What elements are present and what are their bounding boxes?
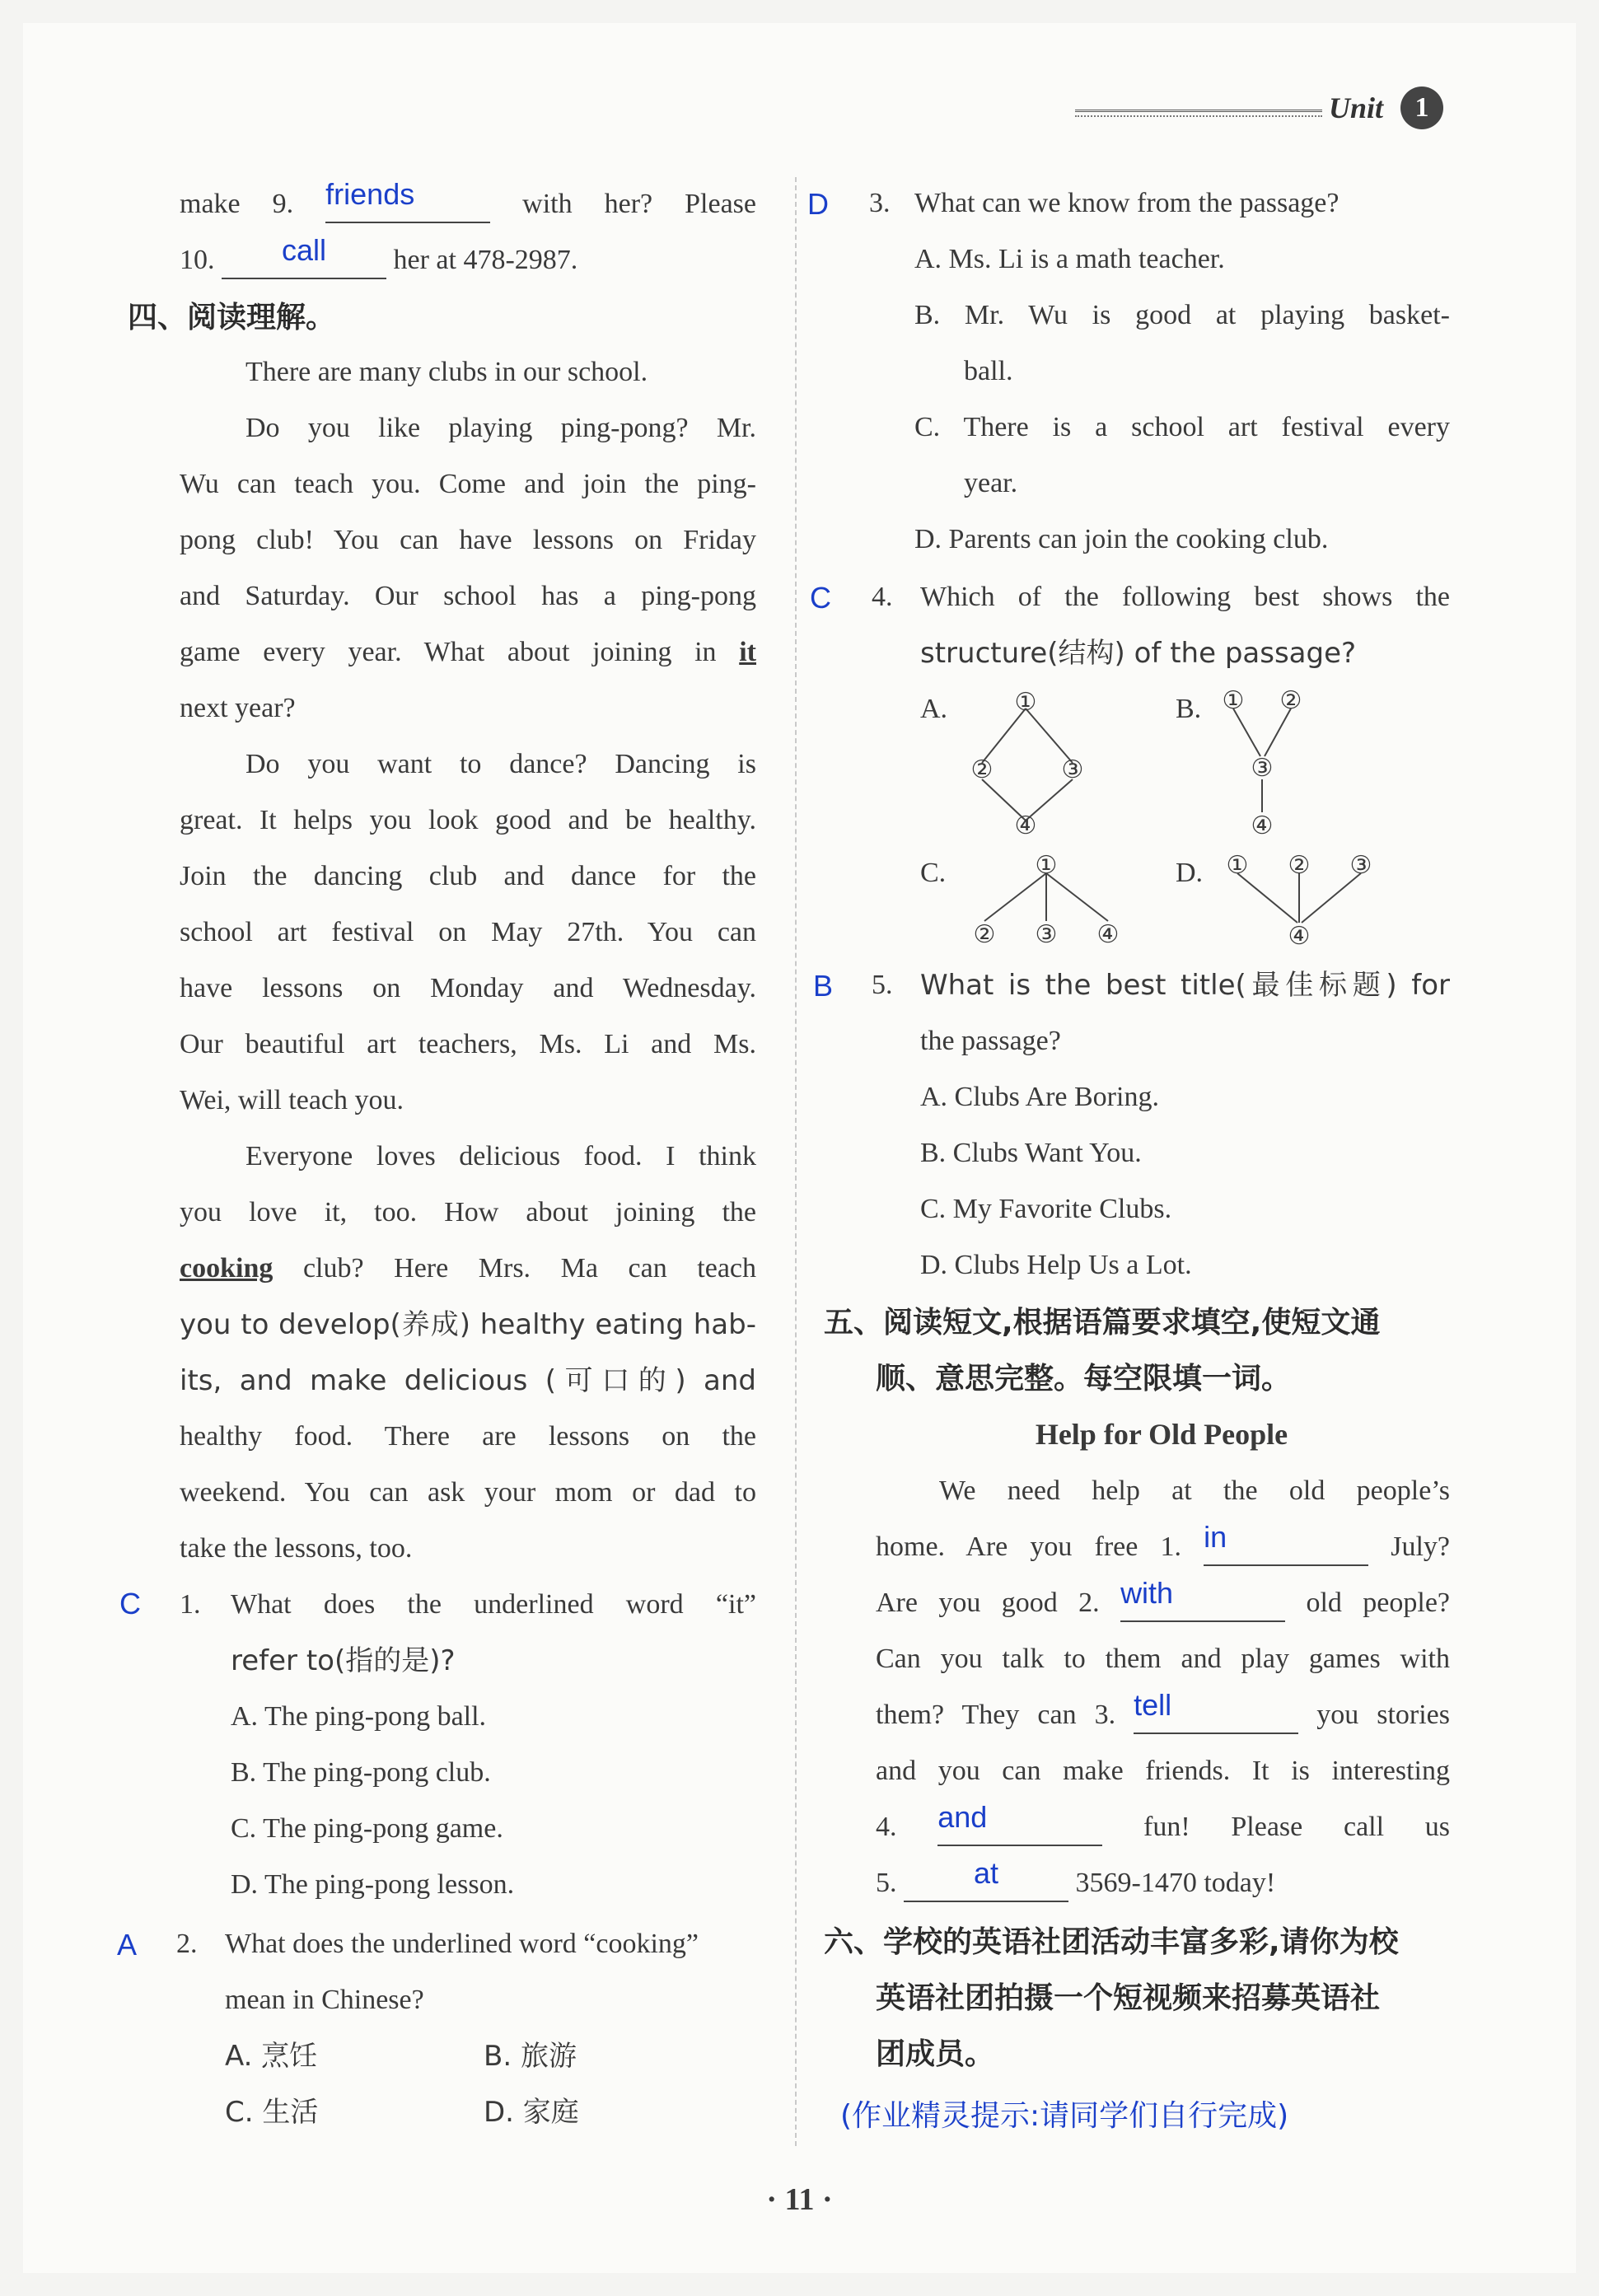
answer-q5: B bbox=[813, 969, 834, 1003]
underlined-word-cooking: cooking bbox=[180, 1253, 274, 1284]
circled-4: ④ bbox=[1251, 812, 1274, 837]
answer-q2: A bbox=[117, 1928, 138, 1962]
option: B. Mr. Wu is good at playing basket- bbox=[914, 300, 1450, 330]
diagram-connector bbox=[982, 708, 1026, 763]
passage-line: There are many clubs in our school. bbox=[245, 357, 648, 387]
answer-blank-10: call bbox=[281, 232, 327, 267]
question-1-text: refer to(指的是)? bbox=[231, 1644, 456, 1677]
passage-line: 5. at 3569-1470 today! bbox=[876, 1867, 1275, 1902]
passage-line: take the lessons, too. bbox=[180, 1533, 413, 1564]
option: C. 生活 bbox=[225, 2096, 319, 2129]
passage-line: pong club! You can have lessons on Friday bbox=[180, 525, 756, 555]
circled-1: ① bbox=[1222, 689, 1245, 714]
diagram-connector bbox=[1233, 708, 1260, 756]
circled-2: ② bbox=[1288, 853, 1311, 879]
option: B. The ping-pong club. bbox=[231, 1757, 491, 1788]
blank-1 bbox=[1204, 1519, 1368, 1566]
circled-3: ③ bbox=[1251, 755, 1274, 782]
blank-4 bbox=[937, 1799, 1102, 1846]
circled-3: ③ bbox=[1035, 921, 1058, 948]
option: B. 旅游 bbox=[484, 2040, 577, 2073]
section-5-heading: 五、阅读短文,根据语篇要求填空,使短文通 bbox=[824, 1306, 1381, 1340]
section-4-heading: 四、阅读理解。 bbox=[128, 301, 336, 334]
passage-line: Join the dancing club and dance for the bbox=[180, 861, 756, 891]
question-number: 3. bbox=[869, 188, 891, 218]
blank-3 bbox=[1134, 1687, 1298, 1734]
question-1-text: What does the underlined word “it” bbox=[231, 1589, 756, 1620]
underlined-word-it: it bbox=[739, 637, 756, 667]
option-label: C. bbox=[920, 858, 947, 888]
passage-line: Can you talk to them and play games with bbox=[876, 1644, 1450, 1674]
circled-2: ② bbox=[970, 756, 994, 783]
answer-blank-5: at bbox=[973, 1855, 999, 1890]
circled-2: ② bbox=[1279, 689, 1302, 714]
passage-line: cooking club? Here Mrs. Ma can teach bbox=[180, 1253, 756, 1284]
circled-1: ① bbox=[1014, 689, 1037, 716]
passage-line: home. Are you free 1. in July? bbox=[876, 1531, 1450, 1566]
question-4-text: structure(结构) of the passage? bbox=[920, 637, 1357, 670]
question-4-text: Which of the following best shows the bbox=[920, 582, 1450, 612]
question-2-text: mean in Chinese? bbox=[225, 1985, 424, 2015]
answer-blank-4: and bbox=[937, 1799, 988, 1834]
passage-line: Our beautiful art teachers, Ms. Li and Ms. bbox=[180, 1029, 756, 1059]
circled-1: ① bbox=[1226, 853, 1249, 879]
passage-line: you to develop(养成) healthy eating hab- bbox=[180, 1308, 756, 1341]
option-label: A. bbox=[920, 694, 948, 724]
question-5-text: the passage? bbox=[920, 1026, 1061, 1056]
option: D. The ping-pong lesson. bbox=[231, 1869, 515, 1900]
blank-10 bbox=[222, 232, 386, 279]
diagram-connector bbox=[984, 873, 1046, 921]
circled-4: ④ bbox=[1014, 812, 1037, 837]
question-number: 1. bbox=[180, 1589, 201, 1620]
question-number: 5. bbox=[872, 970, 893, 1000]
circled-4: ④ bbox=[1096, 921, 1120, 948]
diagram-connector bbox=[1046, 873, 1108, 921]
section-5-heading: 顺、意思完整。每空限填一词。 bbox=[876, 1362, 1292, 1396]
passage-line: We need help at the old people’s bbox=[939, 1475, 1450, 1506]
passage-line: and you can make friends. It is interesting bbox=[876, 1756, 1450, 1786]
hint-note: (作业精灵提示:请同学们自行完成) bbox=[840, 2099, 1289, 2133]
passage-line: and Saturday. Our school has a ping-pong bbox=[180, 581, 756, 611]
passage-line: Everyone loves delicious food. I think bbox=[245, 1141, 756, 1171]
passage-line: great. It helps you look good and be healthy. bbox=[180, 805, 756, 835]
option: year. bbox=[964, 468, 1018, 498]
passage-line: next year? bbox=[180, 693, 296, 723]
passage-line: them? They can 3. tell you stories bbox=[876, 1699, 1450, 1734]
circled-4: ④ bbox=[1288, 923, 1311, 950]
answer-blank-9: friends bbox=[325, 176, 415, 211]
question-2-text: What does the underlined word “cooking” bbox=[225, 1929, 699, 1959]
passage-title: Help for Old People bbox=[1035, 1418, 1288, 1451]
answer-q3: D bbox=[807, 187, 829, 221]
option: ball. bbox=[964, 356, 1013, 386]
question-3-text: What can we know from the passage? bbox=[914, 188, 1340, 218]
column-divider bbox=[795, 177, 797, 2146]
structure-diagram-c bbox=[960, 853, 1141, 952]
section-6-heading: 英语社团拍摄一个短视频来招募英语社 bbox=[876, 1981, 1381, 2015]
option: A. Clubs Are Boring. bbox=[920, 1082, 1159, 1112]
diagram-connector bbox=[1026, 708, 1073, 763]
blank-2 bbox=[1120, 1575, 1285, 1622]
option: C. There is a school art festival every bbox=[914, 412, 1450, 442]
answer-q1: C bbox=[119, 1587, 141, 1620]
passage-line: you love it, too. How about joining the bbox=[180, 1197, 756, 1227]
unit-number-badge: 1 bbox=[1400, 87, 1443, 129]
page-number: · 11 · bbox=[766, 2182, 833, 2217]
question-5-text: What is the best title(最佳标题) for bbox=[920, 969, 1450, 1002]
structure-diagram-b bbox=[1215, 689, 1330, 837]
blank-9 bbox=[325, 176, 490, 223]
diagram-connector bbox=[1302, 873, 1361, 923]
circled-3: ③ bbox=[1061, 756, 1084, 783]
passage-line: its, and make delicious (可口的) and bbox=[180, 1364, 756, 1397]
continuation-line-1: make 9. friends with her? Please bbox=[180, 188, 756, 223]
structure-diagram-d bbox=[1219, 853, 1384, 952]
question-number: 4. bbox=[872, 582, 893, 612]
circled-1: ① bbox=[1035, 853, 1058, 879]
question-number: 2. bbox=[176, 1929, 198, 1959]
option-label: B. bbox=[1176, 694, 1202, 724]
diagram-connector bbox=[1265, 708, 1291, 756]
header-dotted-rule bbox=[1075, 115, 1322, 117]
option: D. Parents can join the cooking club. bbox=[914, 524, 1329, 554]
option-label: D. bbox=[1176, 858, 1204, 888]
passage-line: have lessons on Monday and Wednesday. bbox=[180, 973, 756, 1003]
passage-line: Do you want to dance? Dancing is bbox=[245, 749, 756, 779]
option: D. 家庭 bbox=[484, 2096, 579, 2129]
passage-line: Are you good 2. with old people? bbox=[876, 1587, 1450, 1622]
option: D. Clubs Help Us a Lot. bbox=[920, 1250, 1192, 1280]
blank-5 bbox=[904, 1855, 1068, 1902]
answer-blank-1: in bbox=[1204, 1519, 1227, 1554]
passage-line: Wei, will teach you. bbox=[180, 1085, 404, 1115]
passage-line: healthy food. There are lessons on the bbox=[180, 1421, 756, 1452]
header-rule bbox=[1075, 110, 1322, 112]
passage-line: Wu can teach you. Come and join the ping- bbox=[180, 469, 756, 499]
answer-blank-3: tell bbox=[1134, 1687, 1172, 1722]
diagram-connector bbox=[1237, 873, 1297, 923]
circled-2: ② bbox=[973, 921, 996, 948]
passage-line: weekend. You can ask your mom or dad to bbox=[180, 1477, 756, 1508]
option: C. The ping-pong game. bbox=[231, 1813, 503, 1844]
passage-line: game every year. What about joining in it bbox=[180, 637, 756, 667]
answer-q4: C bbox=[810, 581, 831, 615]
circled-3: ③ bbox=[1349, 853, 1372, 879]
passage-line: 4. and fun! Please call us bbox=[876, 1811, 1450, 1846]
passage-line: school art festival on May 27th. You can bbox=[180, 917, 756, 947]
unit-label: Unit bbox=[1329, 91, 1384, 124]
option: B. Clubs Want You. bbox=[920, 1138, 1142, 1168]
passage-line: Do you like playing ping-pong? Mr. bbox=[245, 413, 756, 443]
continuation-line-2: 10. call her at 478-2987. bbox=[180, 244, 577, 279]
section-6-heading: 六、学校的英语社团活动丰富多彩,请你为校 bbox=[824, 1925, 1399, 1959]
option: C. My Favorite Clubs. bbox=[920, 1194, 1172, 1224]
section-6-heading: 团成员。 bbox=[876, 2037, 995, 2071]
answer-blank-2: with bbox=[1120, 1575, 1174, 1610]
structure-diagram-a bbox=[964, 689, 1104, 837]
option: A. Ms. Li is a math teacher. bbox=[914, 244, 1225, 274]
option: A. 烹饪 bbox=[225, 2040, 318, 2073]
option: A. The ping-pong ball. bbox=[231, 1701, 487, 1732]
